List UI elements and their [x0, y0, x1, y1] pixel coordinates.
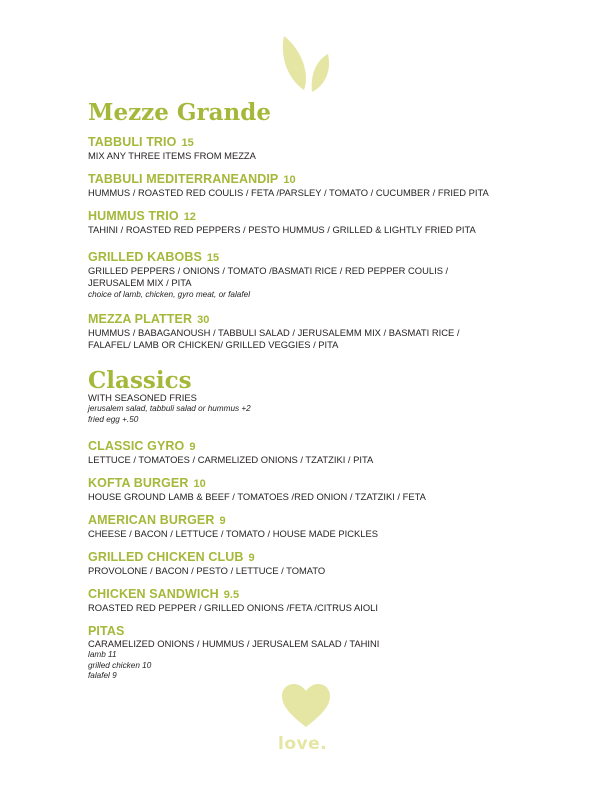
- item-description-line: GRILLED PEPPERS / ONIONS / TOMATO /BASMATI RICE / RED PEPPER COULIS /: [88, 265, 449, 276]
- item-description: MIX ANY THREE ITEMS FROM MEZZA: [88, 150, 256, 161]
- item-price: 9: [248, 552, 255, 564]
- classics-intro: [88, 392, 251, 425]
- item-option: lamb 11: [88, 650, 117, 660]
- item-name: KOFTA BURGER: [88, 476, 189, 490]
- menu-item-classic-gyro: [88, 439, 572, 466]
- item-description: CARAMELIZED ONIONS / HUMMUS / JERUSALEM SALAD / TAHINI: [88, 638, 380, 649]
- classics-intro-note: fried egg +.50: [88, 414, 139, 424]
- item-description-line: JERUSALEM MIX / PITA: [88, 277, 192, 289]
- item-price: 10: [193, 478, 206, 490]
- item-name: GRILLED KABOBS: [88, 250, 202, 264]
- item-option: falafel 9: [88, 671, 117, 681]
- menu-item-kofta-burger: [88, 476, 572, 503]
- menu-item-grilled-kabobs: [88, 250, 572, 300]
- menu-item-pitas: [88, 624, 572, 682]
- item-price: 9: [189, 441, 196, 453]
- item-name: TABBULI TRIO: [88, 135, 177, 149]
- mezze-section-title: Mezze Grande: [88, 99, 271, 126]
- item-price: 12: [183, 211, 196, 223]
- item-name: HUMMUS TRIO: [88, 209, 179, 223]
- item-description-line: FALAFEL/ LAMB OR CHICKEN/ GRILLED VEGGIES / PITA: [88, 339, 339, 351]
- item-description: PROVOLONE / BACON / PESTO / LETTUCE / TOMATO: [88, 565, 326, 576]
- item-name: PITAS: [88, 624, 125, 638]
- item-price: 30: [197, 314, 210, 326]
- classics-intro-note: jerusalem salad, tabbuli salad or hummus +2: [88, 404, 251, 414]
- menu-item-tabbuli-mediterranean-dip: [88, 172, 572, 199]
- item-price: 15: [206, 252, 220, 264]
- item-price: 9.5: [223, 589, 240, 601]
- menu-item-american-burger: [88, 513, 572, 540]
- item-description: CHEESE / BACON / LETTUCE / TOMATO / HOUSE MADE PICKLES: [88, 528, 378, 539]
- item-description: ROASTED RED PEPPER / GRILLED ONIONS /FETA /CITRUS AIOLI: [88, 602, 378, 613]
- item-price: 10: [283, 174, 296, 186]
- item-name: AMERICAN BURGER: [88, 513, 215, 527]
- item-note: choice of lamb, chicken, gyro meat, or falafel: [88, 289, 251, 299]
- item-description: HOUSE GROUND LAMB & BEEF / TOMATOES /RED ONION / TZATZIKI / FETA: [88, 491, 426, 502]
- item-description: LETTUCE / TOMATOES / CARMELIZED ONIONS / TZATZIKI / PITA: [88, 454, 374, 465]
- item-name: TABBULI MEDITERRANEANDIP: [88, 172, 279, 186]
- item-description-line: HUMMUS / BABAGANOUSH / TABBULI SALAD / JERUSALEMM MIX / BASMATI RICE /: [88, 327, 460, 338]
- item-name: MEZZA PLATTER: [88, 312, 193, 326]
- menu-item-tabbuli-trio: [88, 135, 572, 162]
- item-name: CHICKEN SANDWICH: [88, 587, 219, 601]
- tagline: love.: [278, 734, 328, 754]
- menu-item-hummus-trio: [88, 209, 572, 236]
- item-name: GRILLED CHICKEN CLUB: [88, 550, 244, 564]
- item-price: 15: [181, 137, 194, 149]
- item-description: HUMMUS / ROASTED RED COULIS / FETA /PARSLEY / TOMATO / CUCUMBER / FRIED PITA: [88, 187, 489, 198]
- menu-item-grilled-chicken-club: [88, 550, 572, 577]
- item-name: CLASSIC GYRO: [88, 439, 185, 453]
- menu-item-mezza-platter: [88, 312, 572, 352]
- item-description: TAHINI / ROASTED RED PEPPERS / PESTO HUMMUS / GRILLED & LIGHTLY FRIED PITA: [88, 224, 476, 235]
- item-option: grilled chicken 10: [88, 660, 152, 670]
- menu-item-chicken-sandwich: [88, 587, 572, 614]
- leaves-logo-icon: [280, 34, 332, 92]
- classics-intro-text: WITH SEASONED FRIES: [88, 392, 197, 403]
- heart-icon: [282, 684, 330, 728]
- classics-section-title: Classics: [88, 367, 192, 394]
- item-price: 9: [219, 515, 226, 527]
